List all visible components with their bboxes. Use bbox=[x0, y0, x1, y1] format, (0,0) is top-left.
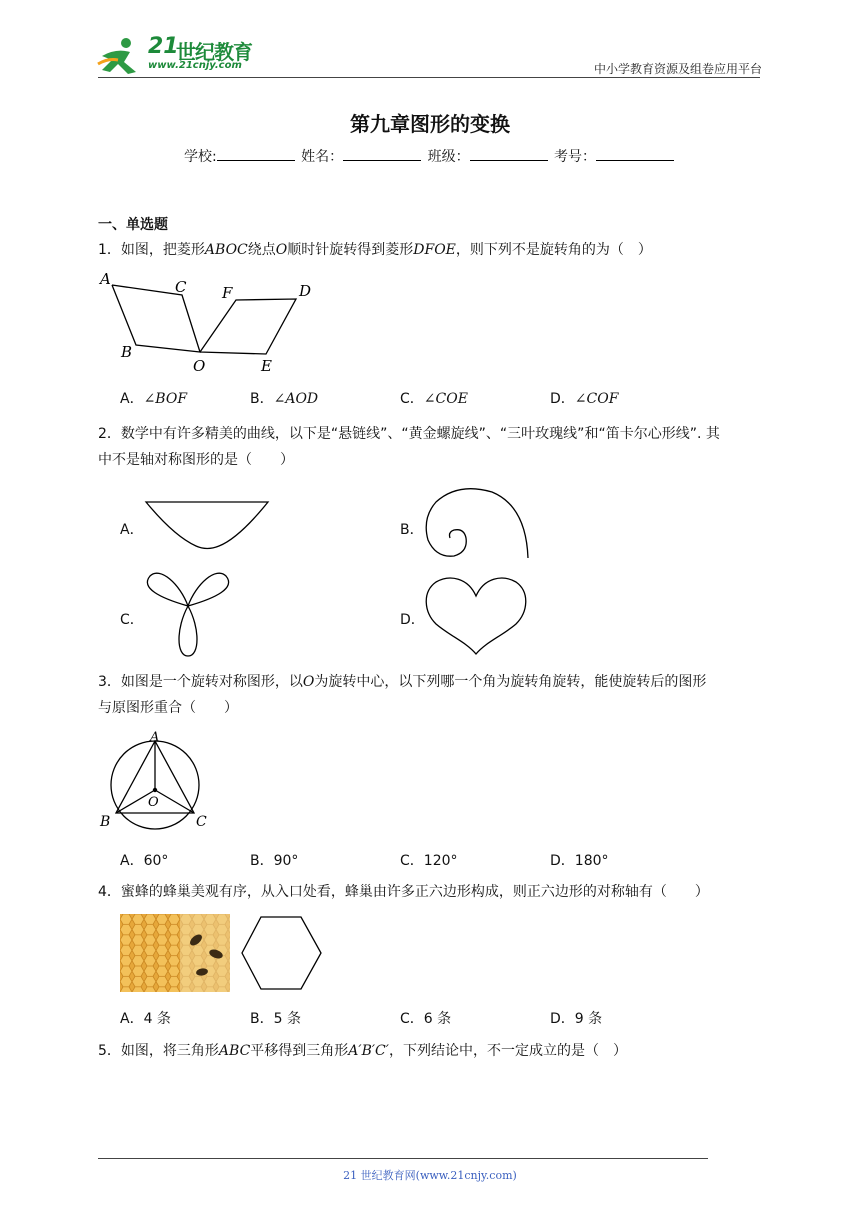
q3-option-d-val: 180° bbox=[574, 853, 609, 869]
q4-option-a-key: A． bbox=[120, 1011, 144, 1027]
logo-url: www.21cnjy.com bbox=[148, 60, 242, 71]
q2-option-c[interactable]: C． bbox=[120, 612, 144, 628]
question-1 bbox=[98, 237, 762, 263]
q2-option-b[interactable]: B． bbox=[400, 522, 424, 538]
q1-rhombus-figure bbox=[96, 268, 326, 376]
q1-var-abo: ABOC bbox=[204, 242, 248, 258]
q3-label-a: A bbox=[150, 730, 160, 745]
exam-no-label: 考号： bbox=[554, 149, 597, 165]
q3-option-b-key: B． bbox=[250, 853, 274, 869]
q1-option-a-key: A． bbox=[120, 391, 144, 407]
q1-option-d[interactable] bbox=[550, 388, 618, 408]
q4-option-d[interactable] bbox=[550, 1008, 602, 1028]
exam-no-blank bbox=[596, 146, 674, 161]
q2-line-1: 数学中有许多精美的曲线，以下是“悬链线”、“黄金螺旋线”、“三叶玫瑰线”和“笛卡尔心形线”. 其 bbox=[120, 426, 720, 442]
q1-option-b-key: B． bbox=[250, 391, 274, 407]
q3-option-b[interactable] bbox=[250, 850, 298, 870]
q1-label-c: C bbox=[175, 278, 187, 296]
footer-divider bbox=[98, 1158, 708, 1159]
q3-option-b-val: 90° bbox=[273, 853, 299, 869]
q1-option-b[interactable] bbox=[250, 388, 318, 408]
q1-text-b: 绕点 bbox=[247, 242, 276, 258]
q3-option-d[interactable] bbox=[550, 850, 609, 870]
q3-label-b: B bbox=[100, 814, 111, 830]
q1-label-d: D bbox=[299, 282, 312, 300]
q4-option-b-key: B． bbox=[250, 1011, 274, 1027]
q3-number: 3． bbox=[98, 674, 121, 690]
q5-var-abc-prime: A′B′C′ bbox=[348, 1043, 389, 1059]
q3-option-a-key: A． bbox=[120, 853, 144, 869]
q3-label-c: C bbox=[196, 814, 207, 830]
school-label: 学校: bbox=[183, 149, 217, 165]
q1-label-e: E bbox=[261, 357, 272, 375]
q4-number: 4． bbox=[98, 884, 121, 900]
q4-option-b-val: 5 条 bbox=[273, 1011, 301, 1027]
q2-rose-figure bbox=[140, 568, 236, 660]
logo-number: 21 bbox=[148, 34, 179, 59]
q1-option-c-key: C． bbox=[400, 391, 424, 407]
q3-option-c-key: C． bbox=[400, 853, 424, 869]
q1-option-c[interactable] bbox=[400, 388, 468, 408]
q4-option-a[interactable] bbox=[120, 1008, 171, 1028]
q4-option-c-key: C． bbox=[400, 1011, 424, 1027]
q5-number: 5． bbox=[98, 1043, 121, 1059]
header-divider bbox=[98, 77, 760, 78]
q5-text-c: ，下列结论中，不一定成立的是（ ） bbox=[388, 1043, 627, 1059]
honeycomb-photo bbox=[120, 914, 230, 992]
school-blank bbox=[217, 146, 295, 161]
q3-option-d-key: D． bbox=[550, 853, 575, 869]
q3-option-a-val: 60° bbox=[143, 853, 169, 869]
q1-option-a[interactable] bbox=[120, 388, 187, 408]
q1-option-d-key: D． bbox=[550, 391, 575, 407]
student-info-line bbox=[0, 146, 860, 166]
q5-var-abc: ABC bbox=[218, 1043, 251, 1059]
q2-spiral-figure bbox=[420, 486, 535, 560]
platform-name: 中小学教育资源及组卷应用平台 bbox=[593, 62, 762, 76]
q1-text-a: 如图，把菱形 bbox=[120, 242, 205, 258]
q2-option-d[interactable]: D． bbox=[400, 612, 425, 628]
q1-text-c: 顺时针旋转得到菱形 bbox=[287, 242, 414, 258]
q1-label-o: O bbox=[193, 357, 206, 375]
q4-option-d-key: D． bbox=[550, 1011, 575, 1027]
question-4 bbox=[98, 879, 762, 905]
question-2 bbox=[98, 421, 762, 473]
q1-option-d-val: ∠COF bbox=[574, 391, 619, 407]
logo-text: 世纪教育 bbox=[176, 40, 252, 64]
q4-option-b[interactable] bbox=[250, 1008, 301, 1028]
q2-number: 2． bbox=[98, 426, 121, 442]
page-title: 第九章图形的变换 bbox=[350, 112, 510, 136]
class-blank bbox=[470, 146, 548, 161]
question-5 bbox=[98, 1038, 762, 1064]
q3-option-c[interactable] bbox=[400, 850, 458, 870]
q1-var-dfoe: DFOE bbox=[413, 242, 456, 258]
section-heading: 一、单选题 bbox=[98, 217, 168, 233]
q3-text-a: 如图是一个旋转对称图形，以 bbox=[120, 674, 303, 690]
q3-label-o: O bbox=[148, 795, 159, 810]
q4-option-d-val: 9 条 bbox=[574, 1011, 603, 1027]
q3-line-2: 与原图形重合（ ） bbox=[98, 700, 238, 716]
q3-option-c-val: 120° bbox=[423, 853, 458, 869]
q5-text-a: 如图，将三角形 bbox=[120, 1043, 219, 1059]
q2-option-a[interactable]: A． bbox=[120, 522, 144, 538]
q4-option-c-val: 6 条 bbox=[423, 1011, 452, 1027]
q2-heart-figure bbox=[420, 572, 532, 656]
q4-option-c[interactable] bbox=[400, 1008, 451, 1028]
footer-link[interactable]: 21 世纪教育网(www.21cnjy.com) bbox=[343, 1169, 517, 1182]
site-logo bbox=[96, 36, 266, 76]
q3-var-o: O bbox=[302, 674, 315, 690]
q1-var-o: O bbox=[275, 242, 288, 258]
question-3 bbox=[98, 669, 762, 721]
class-label: 班级： bbox=[427, 149, 470, 165]
q2-line-2: 中不是轴对称图形的是（ ） bbox=[98, 452, 294, 468]
q1-option-c-val: ∠COE bbox=[423, 391, 468, 407]
q4-text: 蜜蜂的蜂巢美观有序，从入口处看，蜂巢由许多正六边形构成，则正六边形的对称轴有（ ） bbox=[120, 884, 709, 900]
name-blank bbox=[343, 146, 421, 161]
q4-option-a-val: 4 条 bbox=[143, 1011, 171, 1027]
q1-label-a: A bbox=[100, 270, 111, 288]
q2-catenary-figure bbox=[144, 498, 272, 554]
q4-hexagon-figure bbox=[240, 914, 324, 992]
q3-circle-triangle-figure bbox=[98, 728, 214, 830]
q1-label-b: B bbox=[121, 343, 133, 361]
runner-icon bbox=[96, 36, 146, 76]
q1-option-a-val: ∠BOF bbox=[143, 391, 188, 407]
q5-text-b: 平移得到三角形 bbox=[250, 1043, 349, 1059]
q3-option-a[interactable] bbox=[120, 850, 168, 870]
q1-text-d: ，则下列不是旋转角的为（ ） bbox=[455, 242, 652, 258]
q1-label-f: F bbox=[222, 284, 233, 302]
name-label: 姓名： bbox=[301, 149, 344, 165]
q3-text-b: 为旋转中心，以下列哪一个角为旋转角旋转，能使旋转后的图形 bbox=[314, 674, 707, 690]
q1-number: 1． bbox=[98, 242, 121, 258]
q1-option-b-val: ∠AOD bbox=[273, 391, 319, 407]
